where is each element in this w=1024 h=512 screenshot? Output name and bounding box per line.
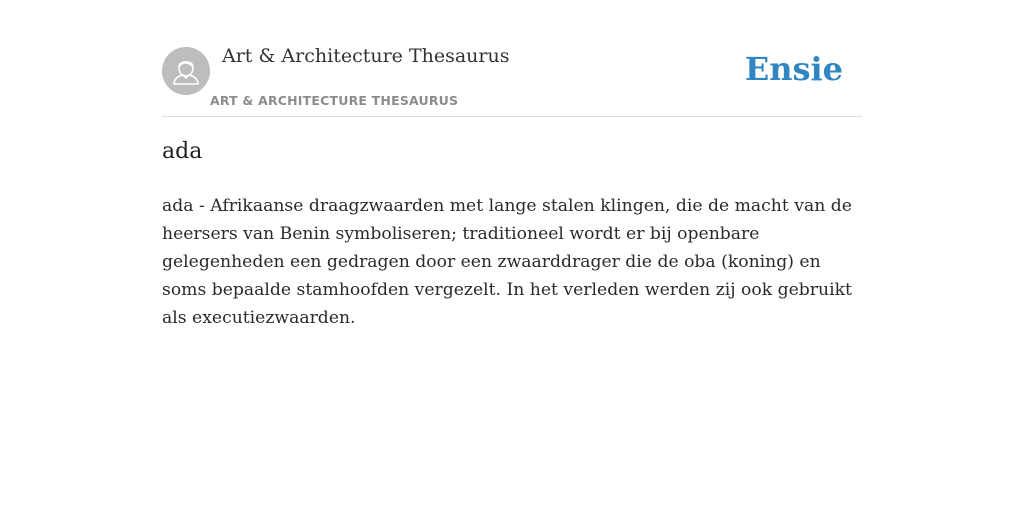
term-title: ada: [162, 139, 203, 164]
person-icon: [162, 47, 210, 95]
ensie-logo[interactable]: Ensie: [744, 50, 843, 88]
avatar[interactable]: [162, 47, 210, 95]
author-name[interactable]: Art & Architecture Thesaurus: [222, 45, 510, 67]
definition-text: ada - Afrikaanse draagzwaarden met lange stalen klingen, die de macht van de heersers van Benin symboliseren; traditioneel wordt er bij openbare gelegenheden een gedragen door een zwaarddrager die de oba (koning) en soms bepaalde stamhoofden vergezelt. In het verleden werden zij ook gebruikt als executiezwaarden.: [162, 196, 852, 328]
header: [162, 40, 862, 117]
collection-subtitle[interactable]: ART & ARCHITECTURE THESAURUS: [210, 93, 459, 108]
